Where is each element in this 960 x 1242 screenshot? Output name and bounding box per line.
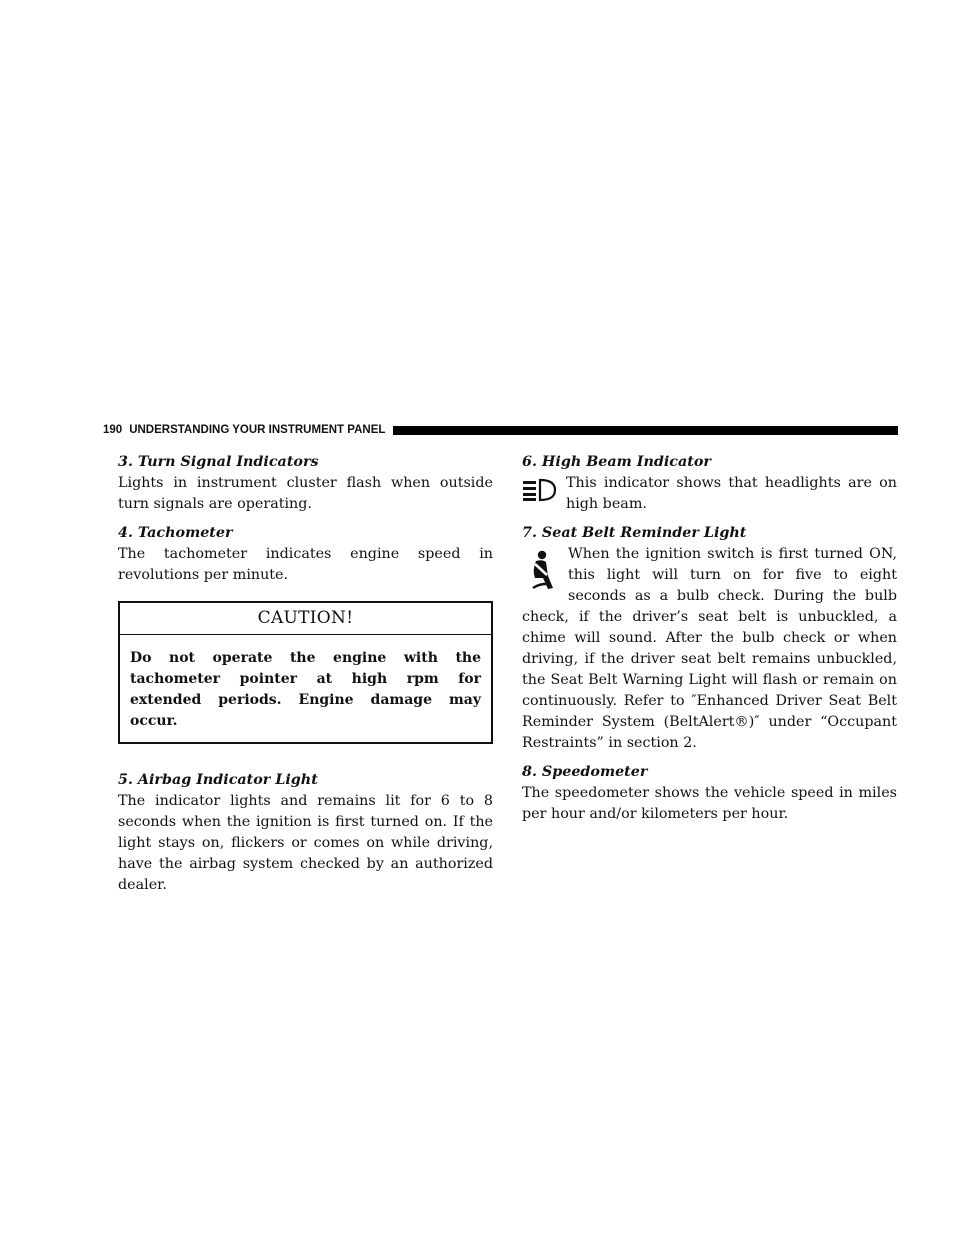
turn-signal-section: [118, 452, 493, 515]
page-header: [103, 422, 898, 438]
airbag-section: [118, 770, 493, 896]
speedometer-heading: 8. Speedometer: [522, 764, 648, 780]
seat-belt-text: When the ignition switch is first turned ON, this light will turn on for five to eight seconds as a bulb check. During the bulb check, if the driver’s seat belt is unbuckled, a chime will sound. After the bulb check or when driving, if the driver seat belt remains unbuckled, the Seat Belt Warning Light will flash or remain on continuously. Refer to ″Enhanced Driver Seat Belt Reminder System (BeltAlert®)″ under “Occupant Restraints” in section 2.: [522, 546, 897, 751]
airbag-text: The indicator lights and remains lit for 6 to 8 seconds when the ignition is first turned on. If the light stays on, flickers or comes on while driving, have the airbag system checked by an authorized dealer.: [118, 793, 493, 893]
speedometer-text: The speedometer shows the vehicle speed in miles per hour and/or kilometers per hour.: [522, 785, 897, 822]
caution-title: CAUTION!: [120, 603, 491, 635]
speedometer-section: [522, 762, 897, 825]
left-column: [118, 452, 493, 904]
caution-text: Do not operate the engine with the tachometer pointer at high rpm for extended periods. Engine damage may occur.: [130, 650, 481, 729]
tachometer-heading: 4. Tachometer: [118, 525, 233, 541]
tachometer-section: [118, 523, 493, 586]
seat-belt-icon: [526, 550, 556, 592]
seat-belt-section: [522, 523, 897, 754]
high-beam-section: [522, 452, 897, 515]
section-title: UNDERSTANDING YOUR INSTRUMENT PANEL: [129, 424, 386, 436]
high-beam-icon: [522, 477, 558, 503]
high-beam-text: This indicator shows that headlights are on high beam.: [566, 475, 897, 512]
seat-belt-heading: 7. Seat Belt Reminder Light: [522, 525, 747, 541]
header-rule: [393, 426, 898, 435]
page-number: 190: [103, 424, 123, 436]
caution-box: [118, 601, 493, 744]
right-column: [522, 452, 897, 833]
turn-signal-heading: 3. Turn Signal Indicators: [118, 454, 319, 470]
tachometer-text: The tachometer indicates engine speed in revolutions per minute.: [118, 546, 493, 583]
airbag-heading: 5. Airbag Indicator Light: [118, 772, 318, 788]
turn-signal-text: Lights in instrument cluster flash when outside turn signals are operating.: [118, 475, 493, 512]
high-beam-heading: 6. High Beam Indicator: [522, 454, 711, 470]
